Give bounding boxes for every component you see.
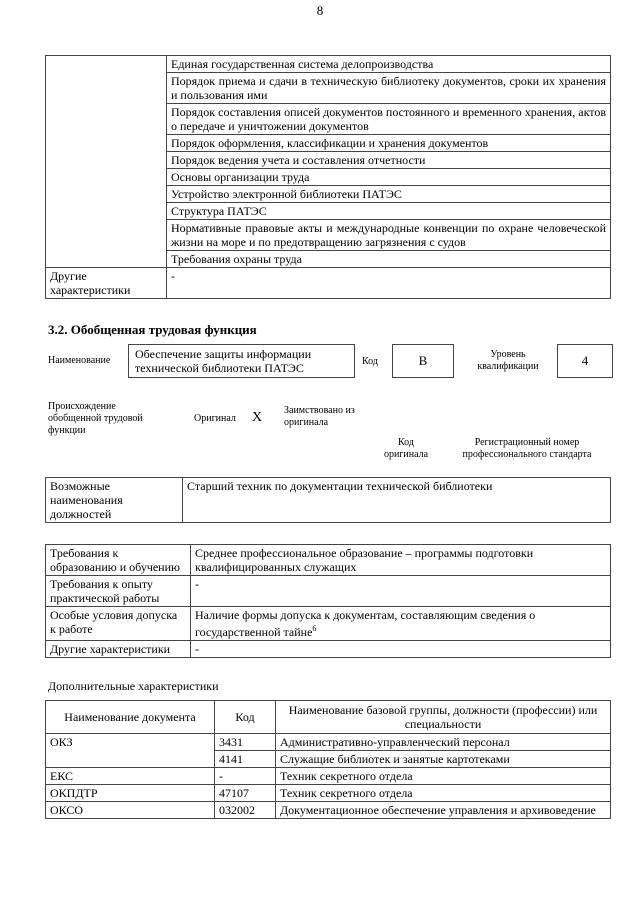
- name-label: Наименование: [48, 355, 111, 366]
- knowledge-item: Порядок приема и сдачи в техническую библиотеку документов, сроки их хранения и пользования ими: [167, 73, 611, 104]
- original-mark: X: [252, 410, 263, 425]
- doc-cell: ОКПДТР: [46, 785, 215, 802]
- function-name-field: Обеспечение защиты информации технической библиотеки ПАТЭС: [128, 344, 355, 378]
- code-cell: 4141: [215, 751, 276, 768]
- header-name: Наименование базовой группы, должности (профессии) или специальности: [276, 701, 611, 734]
- knowledge-item: Основы организации труда: [167, 169, 611, 186]
- name-cell: Техник секретного отдела: [276, 768, 611, 785]
- knowledge-label-cell: [46, 56, 167, 268]
- requirement-label: Другие характеристики: [46, 641, 191, 658]
- name-cell: Техник секретного отдела: [276, 785, 611, 802]
- origin-code-label: Код оригинала: [383, 437, 429, 460]
- requirement-value-cell: [191, 607, 611, 641]
- knowledge-item: Устройство электронной библиотеки ПАТЭС: [167, 186, 611, 203]
- positions-table: [45, 477, 611, 523]
- name-cell: Документационное обеспечение управления и архивоведение: [276, 802, 611, 819]
- positions-label: Возможные наименования должностей: [46, 478, 183, 523]
- requirement-label: Требования к образованию и обучению: [46, 545, 191, 576]
- other-characteristics-label: Другие характеристики: [46, 268, 167, 299]
- header-code: Код: [215, 701, 276, 734]
- knowledge-item: Порядок ведения учета и составления отчетности: [167, 152, 611, 169]
- knowledge-item: Структура ПАТЭС: [167, 203, 611, 220]
- borrowed-label: Заимствовано из оригинала: [284, 405, 355, 428]
- knowledge-item: Требования охраны труда: [167, 251, 611, 268]
- knowledge-item: Единая государственная система делопроизводства: [167, 56, 611, 73]
- original-label: Оригинал: [194, 413, 236, 424]
- requirement-label: Требования к опыту практической работы: [46, 576, 191, 607]
- name-cell: Административно-управленческий персонал: [276, 734, 611, 751]
- level-field: 4: [557, 344, 613, 378]
- header-doc: Наименование документа: [46, 701, 215, 734]
- knowledge-item: Порядок составления описей документов постоянного и временного хранения, актов о передаче и уничтожении документов: [167, 104, 611, 135]
- code-field: B: [392, 344, 454, 378]
- requirement-label: Особые условия допуска к работе: [46, 607, 191, 641]
- section-heading: 3.2. Обобщенная трудовая функция: [48, 322, 257, 337]
- code-cell: 47107: [215, 785, 276, 802]
- name-cell: Служащие библиотек и занятые картотеками: [276, 751, 611, 768]
- code-cell: 032002: [215, 802, 276, 819]
- requirement-value: Среднее профессиональное образование – программы подготовки квалифицированных служащих: [191, 545, 611, 576]
- level-label: Уровень квалификации: [477, 349, 539, 372]
- code-cell: -: [215, 768, 276, 785]
- knowledge-item: Нормативные правовые акты и международные конвенции по охране человеческой жизни на море и по предотвращению загрязнения с судов: [167, 220, 611, 251]
- positions-value: Старший техник по документации технической библиотеки: [183, 478, 611, 523]
- knowledge-table: [45, 55, 611, 299]
- requirement-value: -: [191, 641, 611, 658]
- requirements-table: [45, 544, 611, 658]
- code-label: Код: [362, 356, 378, 367]
- origin-label: Происхождение обобщенной трудовой функции: [48, 401, 143, 436]
- knowledge-item: Порядок оформления, классификации и хранения документов: [167, 135, 611, 152]
- reg-number-label: Регистрационный номер профессионального стандарта: [462, 437, 592, 460]
- doc-cell: ОКСО: [46, 802, 215, 819]
- other-characteristics-value: -: [167, 268, 611, 299]
- requirement-value: -: [191, 576, 611, 607]
- additional-table: [45, 700, 611, 819]
- doc-cell: ЕКС: [46, 768, 215, 785]
- code-cell: 3431: [215, 734, 276, 751]
- footnote-ref: 6: [312, 624, 317, 633]
- doc-cell: ОКЗ: [46, 734, 215, 768]
- additional-title: Дополнительные характеристики: [48, 679, 219, 693]
- page-number: 8: [316, 3, 324, 18]
- requirement-value: Наличие формы допуска к документам, составляющим сведения о государственной тайне: [195, 608, 536, 639]
